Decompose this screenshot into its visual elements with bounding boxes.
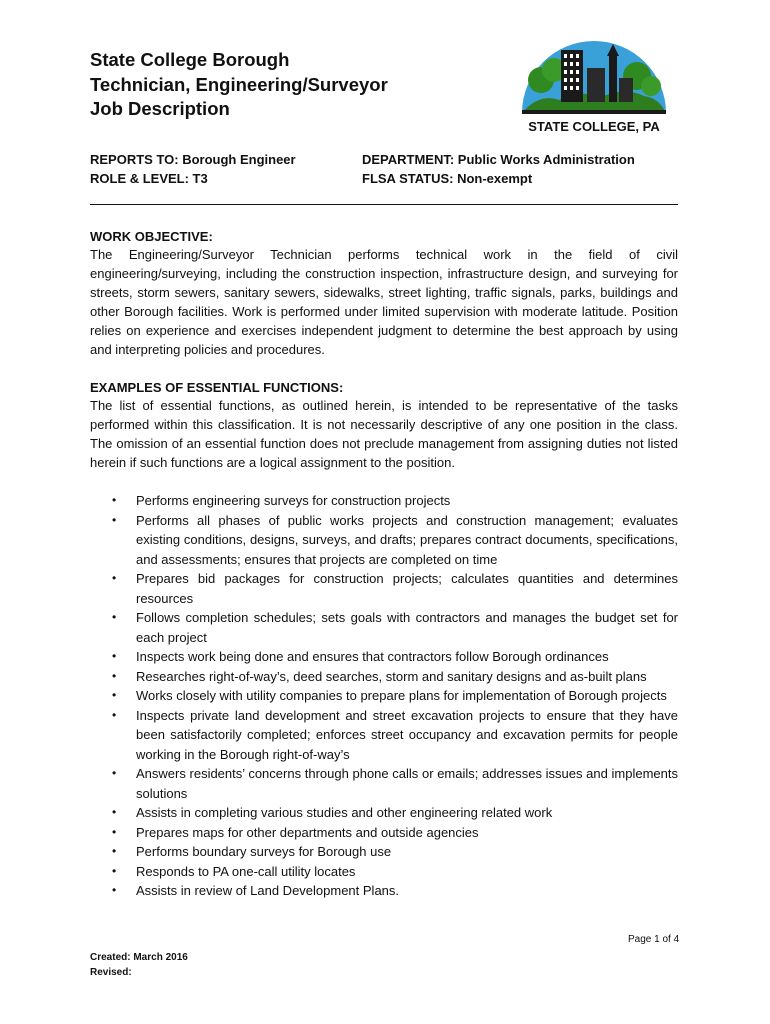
created-date: Created: March 2016: [90, 952, 188, 963]
reports-to: REPORTS TO: Borough Engineer: [90, 152, 296, 167]
list-item-text: Follows completion schedules; sets goals with contractors and manages the budget set for each project: [136, 610, 678, 645]
state-college-logo: [519, 38, 669, 138]
list-item-text: Performs all phases of public works projects and construction management; evaluates existing conditions, designs, surveys, and drafts; prepares contract documents, specifications, and assessments; ensures that projects are completed on time: [136, 512, 678, 567]
list-item-text: Works closely with utility companies to prepare plans for implementation of Borough projects: [136, 688, 667, 703]
bullet-icon: •: [112, 863, 117, 878]
list-item-text: Inspects work being done and ensures that contractors follow Borough ordinances: [136, 649, 609, 664]
document-title: [90, 48, 388, 122]
bullet-icon: •: [112, 805, 117, 819]
list-item: [90, 491, 678, 511]
list-item-text: Performs engineering surveys for construction projects: [136, 493, 451, 508]
bullet-icon: •: [112, 649, 117, 663]
bullet-icon: •: [112, 688, 117, 702]
essential-functions-intro: The list of essential functions, as outlined herein, is intended to be representative of the tasks performed within this classification. It is not necessarily descriptive of any one position in the class. The omission of an essential function does not preclude management from assigning duties not listed herein if such functions are a logical assignment to the position.: [90, 398, 678, 470]
bullet-icon: •: [112, 883, 117, 897]
flsa-status: FLSA STATUS: Non-exempt: [362, 171, 533, 186]
bullet-icon: •: [112, 668, 117, 683]
bullet-icon: •: [112, 766, 117, 780]
list-item-text: Performs boundary surveys for Borough use: [136, 844, 392, 859]
title-line-job-description: Job Description: [90, 98, 230, 119]
work-objective-text: The Engineering/Surveyor Technician performs technical work in the field of civil engineering/surveying, including the construction inspection, infrastructure design, and surveying for streets, storm sewers, sanitary sewers, sidewalks, street lighting, traffic signals, parks, buildings and other Borough facilities. Work is performed under limited supervision with moderate latitude. Position relies on experience and exercises independent judgment to determine the best approach by using and interpreting policies and procedures.: [90, 247, 678, 357]
list-item: [90, 511, 678, 570]
meta-left: [90, 150, 296, 188]
list-item: [90, 686, 678, 706]
list-item: [90, 667, 678, 687]
bullet-icon: •: [112, 824, 117, 839]
document-footer: [90, 950, 188, 980]
bullet-icon: •: [112, 493, 117, 507]
list-item: [90, 881, 678, 901]
essential-functions-heading: EXAMPLES OF ESSENTIAL FUNCTIONS:: [90, 380, 344, 395]
list-item: [90, 823, 678, 843]
list-item-text: Prepares maps for other departments and outside agencies: [136, 824, 479, 840]
department: DEPARTMENT: Public Works Administration: [362, 152, 635, 167]
list-item: [90, 803, 678, 823]
list-item: [90, 647, 678, 667]
meta-right: [362, 150, 635, 188]
list-item-text: Responds to PA one-call utility locates: [136, 863, 356, 879]
bullet-icon: •: [112, 707, 117, 722]
role-level: ROLE & LEVEL: T3: [90, 171, 208, 186]
bullet-icon: •: [112, 844, 117, 858]
title-line-position: Technician, Engineering/Surveyor: [90, 73, 388, 95]
list-item-text: Assists in review of Land Development Plans.: [136, 883, 400, 898]
list-item-text: Assists in completing various studies and other engineering related work: [136, 805, 553, 820]
work-objective-heading: WORK OBJECTIVE:: [90, 229, 213, 244]
list-item-text: Researches right-of-way’s, deed searches, storm and sanitary designs and as-built plans: [136, 668, 647, 684]
list-item-text: Inspects private land development and street excavation projects to ensure that they have been satisfactorily completed; enforces street occupancy and excavation permits for people working in the Borough right-of-way’s: [136, 707, 678, 762]
essential-functions-list: [90, 491, 678, 901]
logo-caption: STATE COLLEGE, PA: [528, 119, 660, 134]
bullet-icon: •: [112, 610, 117, 624]
list-item: [90, 608, 678, 647]
list-item-text: Prepares bid packages for construction projects; calculates quantities and determines resources: [136, 571, 678, 606]
bullet-icon: •: [112, 512, 117, 527]
list-item: [90, 842, 678, 862]
list-item: [90, 706, 678, 765]
list-item-text: Answers residents’ concerns through phone calls or emails; addresses issues and implements solutions: [136, 766, 678, 801]
title-line-borough: State College Borough: [90, 49, 290, 70]
bullet-icon: •: [112, 571, 117, 585]
list-item: [90, 569, 678, 608]
list-item: [90, 764, 678, 803]
header-divider: [90, 204, 678, 205]
revised-date: Revised:: [90, 967, 132, 978]
list-item: [90, 862, 678, 882]
page-number: Page 1 of 4: [628, 934, 680, 945]
